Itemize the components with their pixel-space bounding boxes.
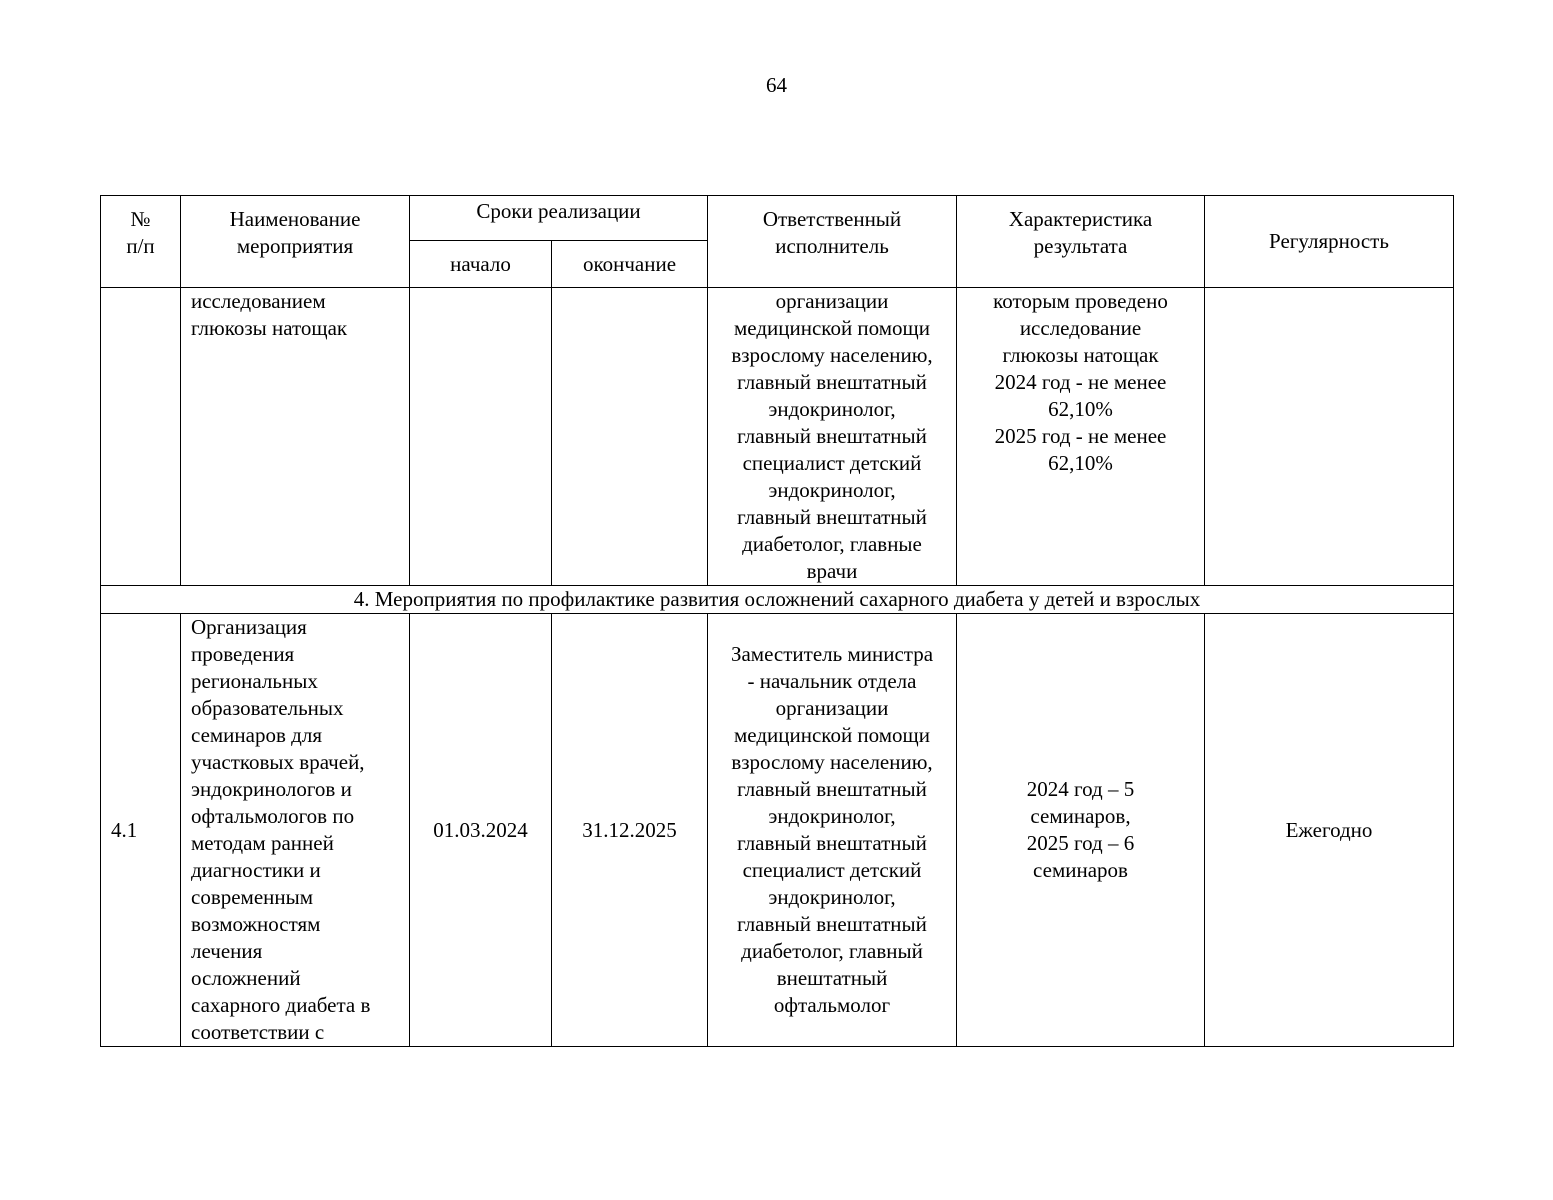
cell-num: 4.1 (101, 614, 181, 1047)
cell-name: Организация проведения региональных образовательных семинаров для участковых врачей, эндокринологов и офтальмологов по методам ранней диагностики и современным возможностям лечения осложнений сахарного диабета в соответствии с (181, 614, 410, 1047)
cell-result: которым проведено исследование глюкозы натощак 2024 год - не менее 62,10% 2025 год - не менее 62,10% (957, 288, 1205, 586)
cell-result: 2024 год – 5 семинаров, 2025 год – 6 семинаров (957, 614, 1205, 1047)
activities-table (100, 195, 1454, 1047)
table-header-row (101, 196, 1454, 241)
cell-name: исследованием глюкозы натощак (181, 288, 410, 586)
cell-regularity: Ежегодно (1205, 614, 1454, 1047)
cell-num (101, 288, 181, 586)
header-result: Характеристика результата (957, 196, 1205, 288)
cell-responsible: Заместитель министра - начальник отдела организации медицинской помощи взрослому населению, главный внештатный эндокринолог, главный внештатный специалист детский эндокринолог, главный внештатный диабетолог, главный внештатный офтальмолог (708, 614, 957, 1047)
cell-responsible: организации медицинской помощи взрослому населению, главный внештатный эндокринолог, главный внештатный специалист детский эндокринолог, главный внештатный диабетолог, главные врачи (708, 288, 957, 586)
cell-end (552, 288, 708, 586)
table-row-4-1 (101, 614, 1454, 1047)
section-title: 4. Мероприятия по профилактике развития осложнений сахарного диабета у детей и взрослых (101, 586, 1454, 614)
cell-start: 01.03.2024 (410, 614, 552, 1047)
cell-start (410, 288, 552, 586)
cell-end: 31.12.2025 (552, 614, 708, 1047)
header-end: окончание (552, 241, 708, 288)
header-terms: Сроки реализации (410, 196, 708, 241)
cell-regularity (1205, 288, 1454, 586)
header-responsible: Ответственный исполнитель (708, 196, 957, 288)
table-row-continuation (101, 288, 1454, 586)
header-regularity: Регулярность (1205, 196, 1454, 288)
header-num: № п/п (101, 196, 181, 288)
header-start: начало (410, 241, 552, 288)
page-number: 64 (766, 73, 787, 97)
header-name: Наименование мероприятия (181, 196, 410, 288)
section-row (101, 586, 1454, 614)
